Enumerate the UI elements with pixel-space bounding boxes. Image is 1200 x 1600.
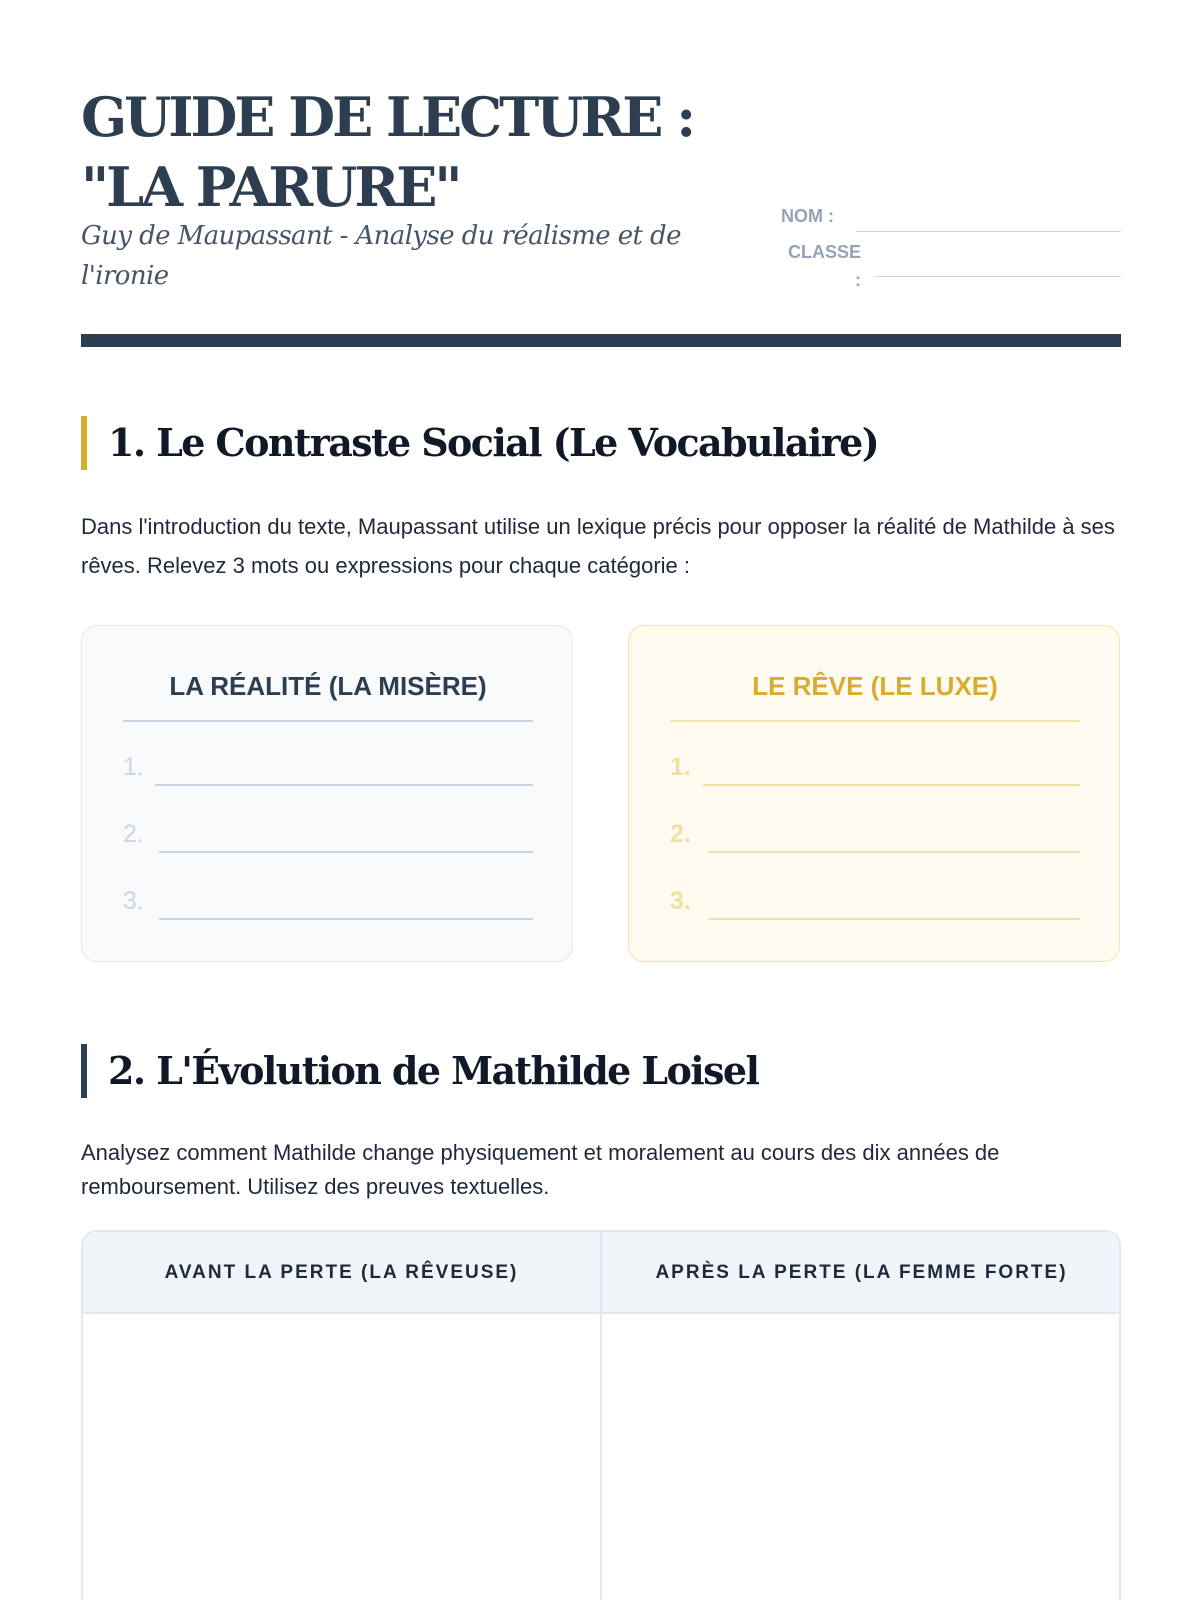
dream-answer-number: 1. — [670, 753, 691, 781]
section-1-intro: Dans l'introduction du texte, Maupassant utilise un lexique précis pour opposer la réalité de Mathilde à ses rêves. Relevez 3 mots ou expressions pour chaque catégorie : — [81, 514, 1115, 578]
dream-card-divider — [670, 720, 1080, 722]
reality-card-divider — [123, 720, 533, 722]
dream-answer-2[interactable] — [670, 819, 1080, 853]
header-divider — [81, 334, 1121, 347]
reality-answer-number: 1. — [123, 753, 144, 781]
dream-answer-1[interactable] — [670, 752, 1080, 786]
reality-answer-number: 3. — [123, 887, 144, 915]
class-field[interactable] — [875, 276, 1121, 277]
class-label: CLASSE : — [787, 242, 861, 290]
column-before-loss: AVANT LA PERTE (LA RÊVEUSE) — [164, 1262, 519, 1283]
name-field[interactable] — [856, 231, 1121, 232]
section-1-heading — [81, 416, 1121, 470]
dream-card-title: LE RÊVE (LE LUXE) — [752, 671, 998, 701]
dream-answer-number: 3. — [670, 887, 691, 915]
page-title: GUIDE DE LECTURE : "LA PARURE" — [81, 85, 694, 219]
reality-answer-line[interactable] — [159, 851, 533, 853]
column-after-loss: APRÈS LA PERTE (LA FEMME FORTE) — [655, 1262, 1068, 1283]
evolution-table — [81, 1230, 1121, 1600]
reality-card-title: LA RÉALITÉ (LA MISÈRE) — [169, 671, 487, 701]
page-subtitle: Guy de Maupassant - Analyse du réalisme et de l'ironie — [81, 221, 681, 291]
reality-card — [81, 625, 573, 962]
reality-answer-line[interactable] — [159, 918, 533, 920]
section-1-title: 1. Le Contraste Social (Le Vocabulaire) — [108, 420, 879, 465]
section-2-intro: Analysez comment Mathilde change physiquement et moralement au cours des dix années de remboursement. Utilisez des preuves textuelles. — [81, 1140, 1000, 1199]
reality-answer-2[interactable] — [123, 819, 533, 853]
worksheet-header — [81, 82, 1121, 302]
section-2-heading — [81, 1044, 1121, 1098]
dream-card — [628, 625, 1120, 962]
section-2-accent-bar — [81, 1044, 87, 1098]
dream-answer-3[interactable] — [670, 886, 1080, 920]
reality-answer-number: 2. — [123, 820, 144, 848]
reality-answer-1[interactable] — [123, 752, 533, 786]
after-loss-answer-cell[interactable] — [602, 1316, 1121, 1600]
dream-answer-line[interactable] — [708, 851, 1080, 853]
reality-answer-3[interactable] — [123, 886, 533, 920]
dream-answer-line[interactable] — [708, 918, 1080, 920]
before-loss-answer-cell[interactable] — [83, 1316, 600, 1600]
dream-answer-line[interactable] — [703, 784, 1080, 786]
section-2-title: 2. L'Évolution de Mathilde Loisel — [108, 1048, 759, 1093]
worksheet-page — [81, 0, 1121, 1600]
section-1-accent-bar — [81, 416, 87, 470]
reality-answer-line[interactable] — [155, 784, 533, 786]
name-label: NOM : — [781, 206, 834, 226]
dream-answer-number: 2. — [670, 820, 691, 848]
